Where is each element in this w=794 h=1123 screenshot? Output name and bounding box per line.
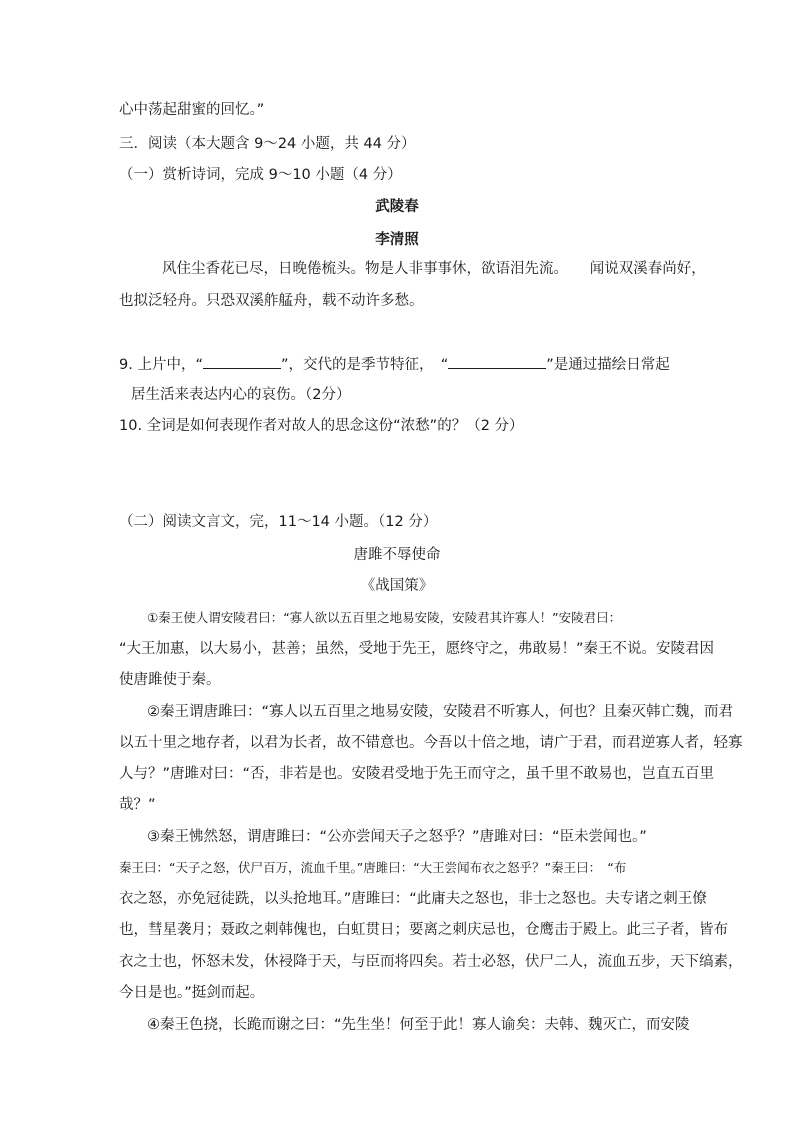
question-9 — [119, 354, 670, 375]
poem-author: 李清照 — [375, 232, 419, 248]
poem-title: 武陵春 — [375, 199, 419, 215]
poem-text: 风住尘香花已尽，日晚倦梳头。物是人非事事休，欲语泪先流。 闻说双溪春尚好， — [162, 261, 706, 277]
question-text: ”是通过描绘日常起 — [546, 357, 670, 373]
question-text: ”，交代的是季节特征， “ — [280, 357, 449, 373]
paragraph-line: 使唐雎使于秦。 — [119, 672, 221, 688]
text-line: 心中荡起甜蜜的回忆。” — [119, 102, 265, 118]
poem-text: 也拟泛轻舟。只恐双溪舴艋舟，载不动许多愁。 — [119, 293, 424, 309]
paragraph-line: ②秦王谓唐雎曰：“寡人以五百里之地易安陵，安陵君不听寡人，何也？且秦灭韩亡魏，而君 — [147, 704, 734, 720]
paragraph-line: ④秦王色挠，长跪而谢之曰：“先生坐！何至于此！寡人谕矣：夫韩、魏灭亡，而安陵 — [147, 1017, 690, 1033]
paragraph-line: 今日是也。”挺剑而起。 — [119, 985, 265, 1001]
question-text: 9. 上片中，“ — [119, 357, 203, 373]
paragraph-line: ①秦王使人谓安陵君曰：“寡人欲以五百里之地易安陵，安陵君其许寡人！”安陵君曰： — [147, 610, 622, 625]
question-9-continued: 居生活来表达内心的哀伤。（2分） — [131, 387, 351, 403]
paragraph-line: 秦王曰：“天子之怒，伏尸百万，流血千里。”唐雎曰：“大王尝闻布衣之怒乎？”秦王曰： “布 — [119, 860, 627, 875]
subsection-heading: （二）阅读文言文，完，11～14 小题。（12 分） — [119, 514, 438, 530]
paragraph-line: 衣之士也，怀怒未发，休祲降于天，与臣而将四矣。若士必怒，伏尸二人，流血五步，天下缟素， — [119, 954, 743, 970]
text-source: 《战国策》 — [360, 578, 434, 594]
paragraph-line: ③秦王怫然怒，谓唐雎曰：“公亦尝闻天子之怒乎？”唐雎对曰：“臣未尝闻也。” — [147, 829, 647, 845]
paragraph-line: 以五十里之地存者，以君为长者，故不错意也。今吾以十倍之地，请广于君，而君逆寡人者，轻寡 — [119, 735, 743, 751]
question-10: 10. 全词是如何表现作者对故人的思念这份“浓愁”的？（2 分） — [119, 418, 524, 434]
paragraph-line: 衣之怒，亦免冠徒跣，以头抢地耳。”唐雎曰：“此庸夫之怒也，非士之怒也。夫专诸之刺王僚 — [119, 891, 707, 907]
subsection-heading: （一）赏析诗词，完成 9～10 小题（4 分） — [119, 167, 402, 183]
paragraph-line: “大王加惠，以大易小，甚善；虽然，受地于先王，愿终守之，弗敢易！”秦王不说。安陵君因 — [119, 641, 715, 657]
answer-blank[interactable] — [448, 354, 546, 369]
section-heading: 三．阅读（本大题含 9～24 小题，共 44 分） — [119, 136, 416, 152]
paragraph-line: 哉？” — [119, 797, 156, 813]
paragraph-line: 人与？”唐雎对曰：“否，非若是也。安陵君受地于先王而守之，虽千里不敢易也，岂直五百里 — [119, 766, 715, 782]
paragraph-line: 也，彗星袭月；聂政之刺韩傀也，白虹贯日；要离之刺庆忌也，仓鹰击于殿上。此三子者，皆布 — [119, 922, 728, 938]
text-title: 唐雎不辱使命 — [353, 547, 441, 563]
answer-blank[interactable] — [203, 354, 281, 369]
